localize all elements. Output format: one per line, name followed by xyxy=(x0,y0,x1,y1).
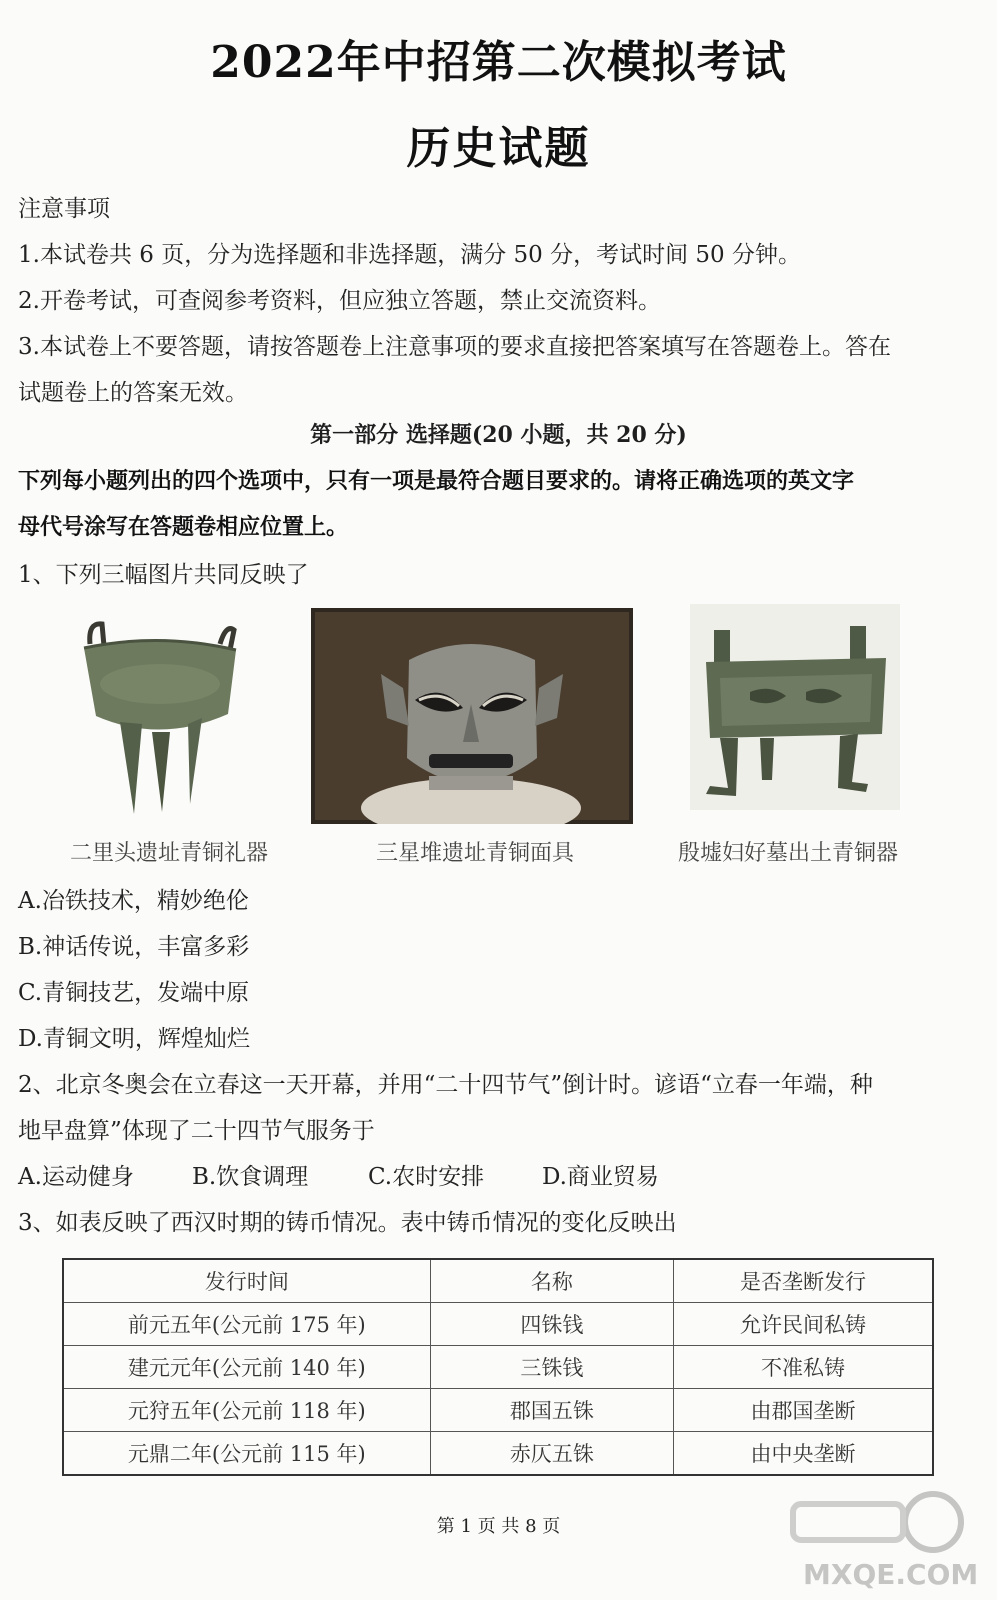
table-cell: 三铢钱 xyxy=(430,1346,673,1389)
table-row xyxy=(63,1346,933,1389)
q2-option-d: D.商业贸易 xyxy=(542,1164,659,1190)
table-row xyxy=(63,1432,933,1476)
table-header-cell: 是否垄断发行 xyxy=(674,1259,933,1303)
table-header-row xyxy=(63,1259,933,1303)
watermark-logo xyxy=(783,1484,983,1594)
table-cell: 允许民间私铸 xyxy=(674,1303,933,1346)
figure-caption: 三星堆遗址青铜面具 xyxy=(376,841,575,866)
q1-figures xyxy=(0,600,997,880)
notice-item: 试题卷上的答案无效。 xyxy=(18,380,248,406)
notice-item: 2.开卷考试，可查阅参考资料，但应独立答题，禁止交流资料。 xyxy=(18,288,661,314)
q2-option-b: B.饮食调理 xyxy=(192,1164,309,1190)
table-header-cell: 发行时间 xyxy=(63,1259,430,1303)
watermark-text: MXQE.COM xyxy=(803,1558,979,1591)
q2-stem: 地早盘算”体现了二十四节气服务于 xyxy=(18,1118,375,1144)
notice-item: 1.本试卷共 6 页，分为选择题和非选择题，满分 50 分，考试时间 50 分钟。 xyxy=(18,242,801,268)
q2-option-c: C.农时安排 xyxy=(368,1164,485,1190)
exam-subtitle: 历史试题 xyxy=(406,123,591,174)
table-header-cell: 名称 xyxy=(430,1259,673,1303)
bronze-square-ding-image xyxy=(690,604,900,810)
q2-option-a: A.运动健身 xyxy=(18,1164,134,1190)
figure-caption: 二里头遗址青铜礼器 xyxy=(70,841,269,866)
table-cell: 郡国五铢 xyxy=(430,1389,673,1432)
q1-option-c: C.青铜技艺，发端中原 xyxy=(18,980,250,1006)
page-number: 第 1 页 共 8 页 xyxy=(436,1516,561,1537)
figure-caption: 殷墟妇好墓出土青铜器 xyxy=(678,841,899,866)
part1-instruction: 母代号涂写在答题卷相应位置上。 xyxy=(18,514,349,540)
table-cell: 由中央垄断 xyxy=(674,1432,933,1476)
notice-item: 3.本试卷上不要答题，请按答题卷上注意事项的要求直接把答案填写在答题卷上。答在 xyxy=(18,334,891,360)
table-cell: 不准私铸 xyxy=(674,1346,933,1389)
q3-stem: 3、如表反映了西汉时期的铸币情况。表中铸币情况的变化反映出 xyxy=(18,1210,677,1236)
table-row xyxy=(63,1303,933,1346)
table-cell: 元狩五年(公元前 118 年) xyxy=(63,1389,430,1432)
table-cell: 赤仄五铢 xyxy=(430,1432,673,1476)
q1-option-d: D.青铜文明，辉煌灿烂 xyxy=(18,1026,250,1052)
q1-stem: 1、下列三幅图片共同反映了 xyxy=(18,562,309,588)
q2-stem: 2、北京冬奥会在立春这一天开幕，并用“二十四节气”倒计时。谚语“立春一年端，种 xyxy=(18,1072,873,1098)
table-cell: 元鼎二年(公元前 115 年) xyxy=(63,1432,430,1476)
coinage-table xyxy=(62,1258,934,1476)
bronze-mask-image xyxy=(311,608,633,824)
bronze-tripod-vessel-image xyxy=(70,614,250,814)
q1-option-a: A.冶铁技术，精妙绝伦 xyxy=(18,888,249,914)
table-cell: 由郡国垄断 xyxy=(674,1389,933,1432)
part1-heading: 第一部分 选择题(20 小题，共 20 分) xyxy=(310,422,687,448)
table-row xyxy=(63,1389,933,1432)
table-cell: 建元元年(公元前 140 年) xyxy=(63,1346,430,1389)
table-cell: 四铢钱 xyxy=(430,1303,673,1346)
table-cell: 前元五年(公元前 175 年) xyxy=(63,1303,430,1346)
part1-instruction: 下列每小题列出的四个选项中，只有一项是最符合题目要求的。请将正确选项的英文字 xyxy=(18,468,855,494)
exam-title: 2022年中招第二次模拟考试 xyxy=(210,37,787,88)
q1-option-b: B.神话传说，丰富多彩 xyxy=(18,934,250,960)
notice-heading: 注意事项 xyxy=(18,196,110,222)
